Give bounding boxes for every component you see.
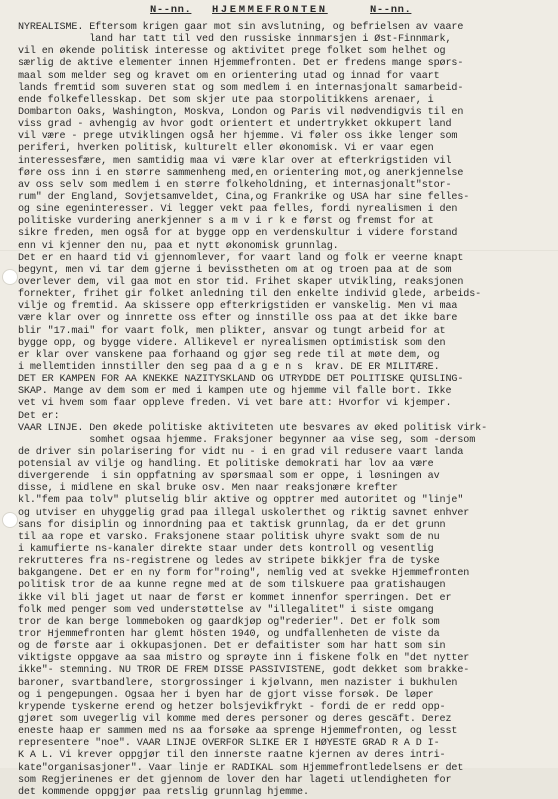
text-line: begynt, men vi tar dem gjerne i bevisstheten om at og troen paa at de som — [18, 264, 452, 276]
text-line: gjøret som uvegerlig vil komme med deres personer og deres gescäft. Derez — [18, 714, 452, 726]
text-line: periferi, hverken politisk, kulturelt eller økonomisk. Vi er vaar egen — [18, 143, 434, 155]
text-line: vil være - prege utviklingen også her hjemme. Vi føler oss ikke lenger som — [18, 131, 458, 143]
newsletter-title: HJEMMEFRONTEN — [212, 4, 328, 16]
text-line: vet vi hvem som faar oppleve freden. Vi vet bare att: Hvorfor vi kjemper. — [18, 398, 452, 410]
text-line: det kommende oppgjør paa retslig grunnlag hjemme. — [18, 786, 309, 798]
text-line: bygge opp, og bygge videre. Allikevel er nyrealismen optimistisk som den — [18, 337, 446, 349]
text-line: bakgangene. Det er en ny form for"roing", nemlig ved at svekke Hjemmefronten — [18, 568, 470, 580]
text-line: Dombarton Oaks, Washington, Moskva, London og Paris vil nødvendigvis til en — [18, 106, 464, 118]
text-line: som Regjerinenes er det gjennom de lover den har lageti utlendigheten for — [18, 774, 452, 786]
text-line: SKAP. Mange av dem som er med i kampen ute og hjemme vil falle bort. Ikke — [18, 386, 452, 398]
text-line: representere "noe". VAAR LINJE OVERFOR SLIKE ER I HØYESTE GRAD R A D I- — [18, 738, 440, 750]
text-line: vilje og fremtid. Aa skissere opp efterkrigstiden er vanskelig. Men vi maa — [18, 301, 458, 313]
issue-number-right: N--nn. — [370, 4, 412, 16]
punch-hole-lower — [2, 512, 18, 528]
text-line: DET ER KAMPEN FOR AA KNEKKE NAZITYSKLAND OG UTRYDDE DET POLITISKE QUISLING- — [18, 374, 464, 386]
punch-hole-upper — [2, 269, 18, 285]
masthead — [0, 4, 558, 18]
text-line: rum" der England, Sovjetsamveldet, Cina,og Frankrike og USA har sine felles- — [18, 191, 470, 203]
text-line: VAAR LINJE. Den økede politiske aktiviteten ute besvares av øked politisk virk- — [18, 422, 488, 434]
text-line: tror de kan berge lommeboken og gaardkjøp og"rederier". Det er folk som — [18, 616, 440, 628]
text-line: ikke vil bli jaget ut naar de først er kommet innenfor sperringen. Det er — [18, 592, 452, 604]
text-line: og utviser en uhyggelig grad paa illegal uskolerthet og riktig savnet enhver — [18, 507, 470, 519]
text-line: fornekter, frihet gir folket anledning til den enkelte individ glede, arbeids- — [18, 289, 482, 301]
text-line: lands fremtid som suveren stat og som medlem i en internasjonalt samarbeid- — [18, 82, 464, 94]
text-line: føre oss inn i en større sammenheng med,en orientering mot,og anerkjennelse — [18, 167, 464, 179]
text-line: viss grad - avhengig av hvor godt orientert et undertrykket okkupert land — [18, 119, 452, 131]
text-line: land har tatt til ved den russiske innmarsjen i Øst-Finnmark, — [18, 34, 452, 46]
text-line: potensial av vilje og handling. Et politiske demokrati har lov aa være — [18, 459, 434, 471]
text-line: ende folkefellesskap. Det som skjer ute paa storpolitikkens arenaer, i — [18, 94, 434, 106]
text-line: disse, i midlene en skal bruke osv. Men naar reaksjonære krefter — [18, 483, 398, 495]
text-line: sikre freden, men også for at bygge opp en verdenskultur i videre forstand — [18, 228, 458, 240]
text-line: enn vi kjenner den nu, paa et nytt økonomisk grunnlag. — [18, 240, 339, 252]
text-line: politisk tror de aa kunne regne med at de som tilskuere paa gratishaugen — [18, 580, 446, 592]
text-line: Det er: — [18, 410, 60, 422]
text-line: Det er en haard tid vi gjennomlever, for vaart land og folk er veerne knapt — [18, 252, 464, 264]
text-line: og i pengepungen. Ogsaa her i byen har de gjort visse forsøk. De løper — [18, 689, 434, 701]
text-line: krypende tyskerne erend og hetzer bolsjevikfrykt - fordi de er redd opp- — [18, 701, 446, 713]
document-body — [18, 22, 544, 799]
text-line: av oss selv som medlem i en større folkeholdning, et internasjonalt"stor- — [18, 179, 452, 191]
text-line: rekrutteres fra ns-registrene og ledes av stripete bikkjer fra de tyske — [18, 556, 440, 568]
text-line: folk med penger som ved understøttelse av "illegalitet" i siste omgang — [18, 604, 434, 616]
text-line: eneste haap er sammen med ns aa forsøke aa sprenge Hjemmefronten, og lesst — [18, 726, 458, 738]
text-line: ikke"- stemning. NU TROR DE FREM DISSE PASSIVISTENE, godt dekket som brakke- — [18, 665, 470, 677]
text-line: i kamufierte ns-kanaler direkte staar under dets kontroll og vesentlig — [18, 544, 434, 556]
text-line: og sine egeninteresser. Vi legger vekt paa felles, fordi nyrealismen i den — [18, 204, 458, 216]
text-line: politiske vurdering anerkjenner s a m v i r k e først og fremst for at — [18, 216, 434, 228]
text-line: de driver sin polarisering for vidt nu - i en grad vil redusere vaart landa — [18, 446, 464, 458]
text-line: kate"organisasjoner". Vaar linje er RADIKAL som Hjemmefrontledelsens er det — [18, 762, 464, 774]
text-line: vil en økende politisk interesse og aktivitet prege folket som helhet og — [18, 46, 446, 58]
issue-number-left: N--nn. — [150, 4, 192, 16]
text-line: tror Hjemmefronten har glemt hösten 1940, og undfallenheten de viste da — [18, 629, 440, 641]
text-line: være klar over og innrette oss efter og innstille oss paa at det ikke bare — [18, 313, 458, 325]
text-line: somhet ogsaa hjemme. Fraksjoner begynner aa vise seg, som -dersom — [18, 434, 476, 446]
text-line: interessesfære, men samtidig maa vi være klar over at efterkrigstiden vil — [18, 155, 452, 167]
text-line: viktigste oppgave aa saa mistro og sprøyte inn i fiskene folk en "det nytter — [18, 653, 470, 665]
text-line: baroner, svartbandlere, storgrossinger i kjølvann, men nazister i bukhulen — [18, 677, 458, 689]
text-line: er klar over vanskene paa forhaand og gjør seg rede til at møte dem, og — [18, 349, 440, 361]
text-line: sans for disiplin og innordning paa et taktisk grunnlag, da er det grunn — [18, 519, 446, 531]
text-line: og de første aar i okkupasjonen. Det er defaitister som har hatt som sin — [18, 641, 446, 653]
text-line: overlever dem, vil gaa mot en stor tid. Frihet skaper utvikling, reaksjonen — [18, 276, 464, 288]
text-line: til aa rope et varsko. Fraksjonene staar politisk uhyre svakt som de nu — [18, 531, 440, 543]
text-line: maal som melder seg og kravet om en orientering utad og innad for vaart — [18, 70, 440, 82]
text-line: blir "17.mai" for vaart folk, men plikter, ansvar og tungt arbeid for at — [18, 325, 446, 337]
text-line: særlig de aktive elementer innen Hjemmefronten. Det er fredens mange spørs- — [18, 58, 464, 70]
text-line: kl."fem paa tolv" plutselig blir aktive og opptrer med autoritet og "linje" — [18, 495, 464, 507]
text-line: NYREALISME. Eftersom krigen gaar mot sin avslutning, og befrielsen av vaare — [18, 22, 464, 33]
text-line: divergerende i sin oppfatning av spørsmaal som er oppe, i løsningen av — [18, 471, 440, 483]
text-line: K A L. Vi krever oppgjør til den innerste raatne kjernen av deres intri- — [18, 750, 446, 762]
text-line: i mellemtiden innstiller den seg paa d a g e n s krav. DE ER MILITÆRE. — [18, 361, 440, 373]
